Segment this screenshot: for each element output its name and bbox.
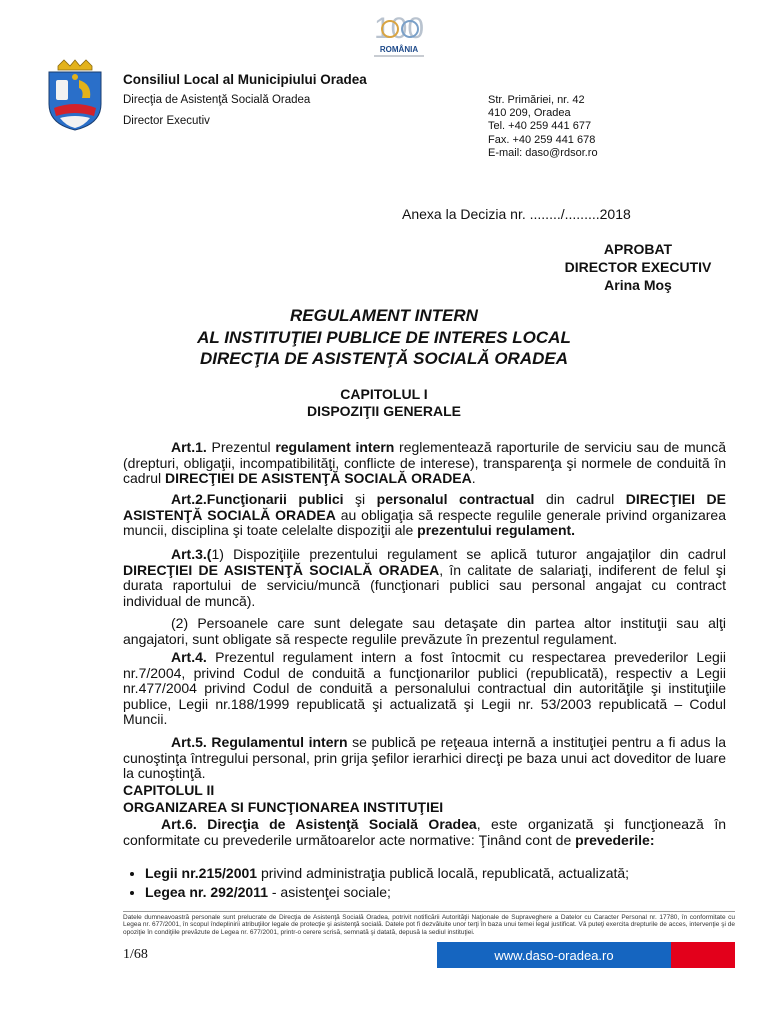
- article-6: Art.6. Direcţia de Asistenţă Socială Oradea, este organizată şi funcţionează în conformitate cu prevederile următoarelor acte normative: Ţinând cont de prevederile:: [123, 816, 727, 848]
- email-link[interactable]: E-mail: daso@rdsor.ro: [488, 146, 598, 159]
- page-number: 1/68: [123, 947, 148, 962]
- article-5: Art.5. Regulamentul intern se publică pe reţeaua internă a instituţiei pentru a fi adus la cunoştinţa întregului personal, prin grija şefilor ierarhici direcţi pe baza unui act doveditor de luare la cunoştinţă.: [123, 734, 726, 782]
- phone: Tel. +40 259 441 677: [488, 120, 592, 133]
- document-title-line3: DIRECŢIA DE ASISTENŢĂ SOCIALĂ ORADEA: [199, 349, 569, 368]
- article-3: Art.3.(1) Dispoziţiile prezentului regulament se aplică tuturor angajaţilor din cadrul DIRECŢIEI DE ASISTENŢĂ SOCIALĂ ORADEA, în calitate de salariaţi, indiferent de felul şi durata raportului de serviciu/muncă (funcţionari publici sau personal angajat cu contract individual de muncă).: [123, 546, 726, 609]
- fax: Fax. +40 259 441 678: [488, 133, 596, 146]
- article-1: Art.1. Prezentul regulament intern reglementează raporturile de serviciu sau de muncă (drepturi, obligaţii, incompatibilităţi, conflicte de interese), transparenţa şi normele de conduită în cadrul DIRECŢIEI DE ASISTENŢĂ SOCIALĂ ORADEA.: [123, 439, 726, 487]
- annex-reference: Anexa la Decizia nr. ......../.........2018: [402, 206, 631, 222]
- contact-block: [488, 94, 598, 160]
- laws-list: [123, 864, 629, 902]
- svg-text:ROMÂNIA: ROMÂNIA: [379, 45, 419, 54]
- approval-name: Arina Moş: [604, 277, 672, 293]
- website-banner-accent: [671, 942, 735, 968]
- chapter1-label: CAPITOLUL I: [340, 386, 428, 402]
- footer-divider: [123, 911, 735, 912]
- address-street: Str. Primăriei, nr. 42: [488, 94, 585, 106]
- council-name: Consiliul Local al Municipiului Oradea: [123, 72, 367, 87]
- oradea-coat-of-arms-icon: [46, 58, 104, 132]
- chapter2-title: ORGANIZAREA SI FUNCŢIONAREA INSTITUŢIEI: [123, 799, 444, 815]
- article-3-paragraph-2: (2) Persoanele care sunt delegate sau detaşate din partea altor instituţii sau alţi angajatori, sunt obligate să respecte regulile prevăzute în prezentul regulament.: [123, 615, 726, 647]
- list-item: • Legea nr. 292/2011 - asistenţei sociale;: [145, 883, 629, 902]
- chapter1-title: DISPOZIŢII GENERALE: [306, 403, 461, 419]
- address-city: 410 209, Oradea: [488, 107, 571, 120]
- approval-label: APROBAT: [603, 241, 673, 257]
- article-2: Art.2.Funcţionarii publici şi personalul contractual din cadrul DIRECŢIEI DE ASISTENŢĂ SOCIALĂ ORADEA au obligaţia să respecte regulile generale privind organizarea muncii, disciplina şi toate celelalte dispoziţii ale prezentului regulament.: [123, 491, 726, 539]
- svg-text:100: 100: [373, 12, 425, 45]
- data-protection-notice: Datele dumneavoastră personale sunt prelucrate de Direcţia de Asistenţă Socială Oradea, potrivit notificării Autorităţii Naţionale de Supraveghere a Datelor cu Caracter Personal nr. 17780, în conformitate cu Legea nr. 677/2001, în scopul îndeplinirii atribuţiilor legale de protecţie şi asistenţă socială. Datele pot fi dezvăluite unor terţi în baza unui temei legal justificat. Vă puteţi exercita drepturile de acces, intervenţie şi de opoziţie în condiţiile prevăzute de Legea nr. 677/2001, printr-o cerere scrisă, semnată şi datată, depusă la sediul instituţiei.: [123, 914, 735, 936]
- document-title-line2: AL INSTITUŢIEI PUBLICE DE INTERES LOCAL: [197, 328, 571, 347]
- approval-role: DIRECTOR EXECUTIV: [564, 259, 712, 275]
- romania-centenary-logo: [360, 8, 438, 60]
- article-4: Art.4. Prezentul regulament intern a fost întocmit cu respectarea prevederilor Legii nr.7/2004, privind Codul de conduită a funcţionarilor publici (republicată), respectiv a Legii nr.477/2004 privind Codul de conduită a personalului contractual din autorităţile şi instituţiile publice, Legii nr.188/1999 republicată şi actualizată şi Legii nr. 53/2003 republicată – Codul Muncii.: [123, 649, 726, 728]
- website-banner[interactable]: [437, 942, 735, 968]
- director-title: Director Executiv: [123, 115, 210, 127]
- chapter2-label: CAPITOLUL II: [123, 782, 215, 798]
- document-title-line1: REGULAMENT INTERN: [290, 306, 478, 325]
- list-item: • Legii nr.215/2001 privind administraţia publică locală, republicată, actualizată;: [145, 864, 629, 883]
- website-link[interactable]: www.daso-oradea.ro: [437, 942, 671, 968]
- direction-name: Direcţia de Asistenţă Socială Oradea: [123, 94, 311, 106]
